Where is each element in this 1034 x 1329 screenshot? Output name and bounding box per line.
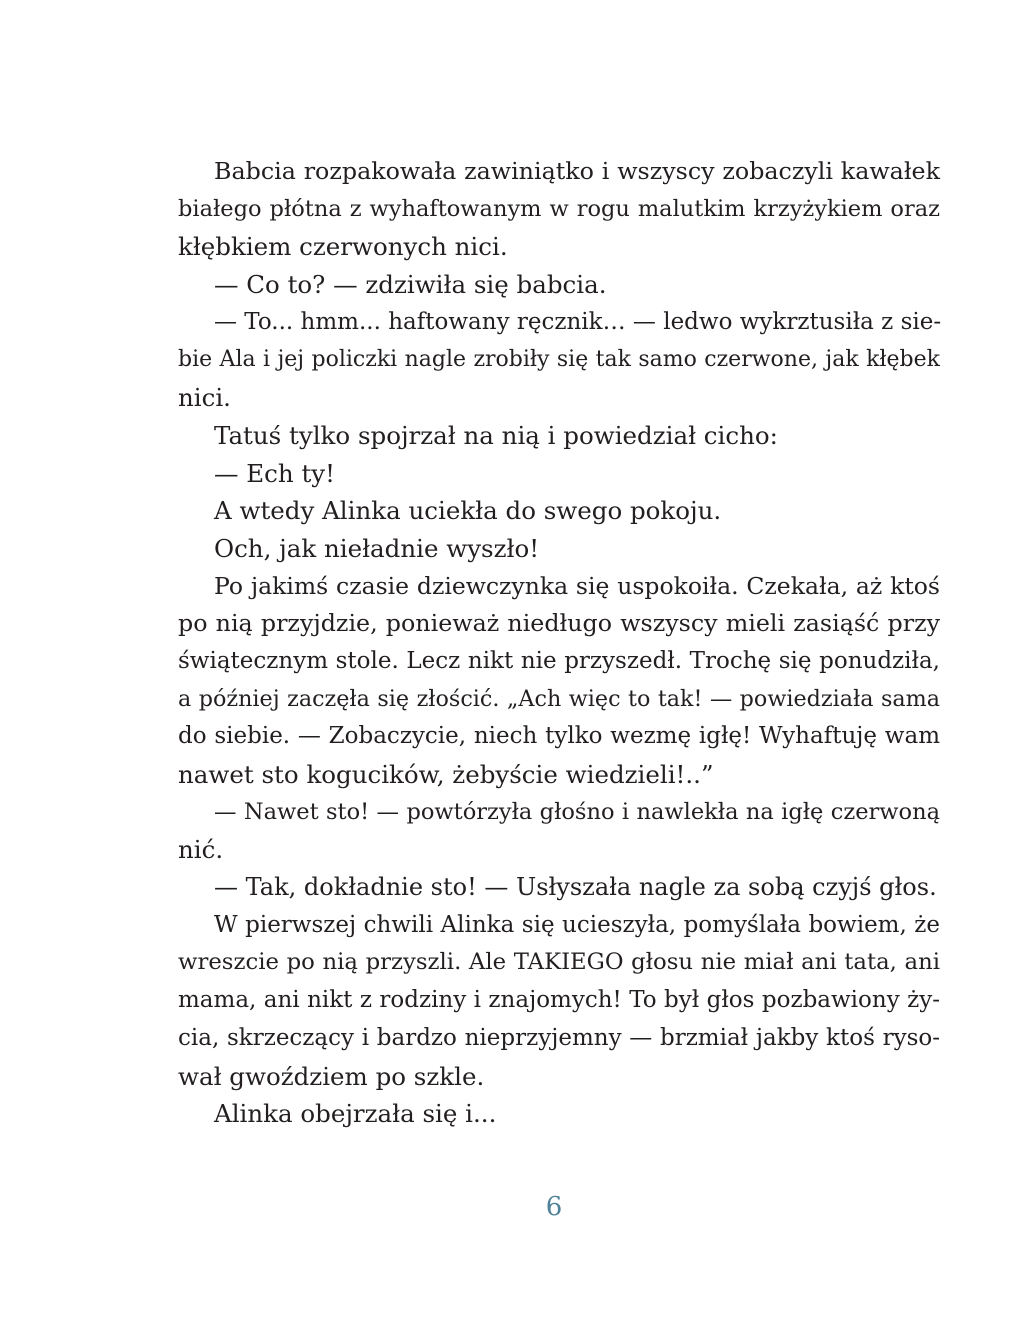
text-line: białego płótna z wyhaftowanym w rogu malutkim krzyżykiem oraz — [178, 195, 940, 222]
text-line: — Ech ty! — [214, 458, 335, 488]
text-line: świątecznym stole. Lecz nikt nie przyszedł. Trochę się ponudziła, — [178, 647, 940, 674]
text-line: bie Ala i jej policzki nagle zrobiły się tak samo czerwone, jak kłębek — [178, 347, 940, 373]
text-line: Tatuś tylko spojrzał na nią i powiedział cicho: — [214, 420, 778, 450]
text-line: — Co to? — zdziwiła się babcia. — [214, 270, 607, 300]
text-line: — To... hmm... haftowany ręcznik… — ledwo wykrztusiła z sie- — [214, 308, 942, 335]
text-line: Po jakimś czasie dziewczynka się uspokoiła. Czekała, aż ktoś — [214, 571, 940, 600]
page-number: 6 — [545, 1192, 563, 1222]
text-line: — Nawet sto! — powtórzyła głośno i nawlekła na igłę czerwoną — [214, 798, 940, 825]
text-line: do siebie. — Zobaczycie, niech tylko wezmę igłę! Wyhaftuję wam — [178, 723, 940, 750]
text-line: mama, ani nikt z rodziny i znajomych! To był głos pozbawiony ży- — [178, 987, 940, 1014]
body-text — [178, 153, 940, 1133]
text-line: Och, jak nieładnie wyszło! — [214, 533, 540, 563]
text-line: cia, skrzeczący i bardzo nieprzyjemny — brzmiał jakby ktoś ryso- — [178, 1024, 940, 1051]
text-line: wał gwoździem po szkle. — [178, 1061, 485, 1091]
text-line: a później zaczęła się złościć. „Ach więc to tak! — powiedziała sama — [178, 685, 940, 712]
text-line: Babcia rozpakowała zawiniątko i wszyscy zobaczyli kawałek — [214, 157, 940, 185]
text-line: A wtedy Alinka uciekła do swego pokoju. — [214, 496, 722, 526]
text-line: W pierwszej chwili Alinka się ucieszyła, pomyślała bowiem, że — [214, 911, 940, 938]
text-line: Alinka obejrzała się i... — [214, 1099, 497, 1129]
text-line: — Tak, dokładnie sto! — Usłyszała nagle za sobą czyjś głos. — [214, 873, 937, 902]
text-line: nawet sto kogucików, żebyście wiedzieli!..” — [178, 760, 714, 789]
text-line: nić. — [178, 835, 224, 865]
text-line: po nią przyjdzie, ponieważ niedługo wszyscy mieli zasiąść przy — [178, 609, 940, 638]
text-line: wreszcie po nią przyszli. Ale TAKIEGO głosu nie miał ani tata, ani — [178, 949, 940, 976]
text-line: nici. — [178, 383, 231, 413]
text-line: kłębkiem czerwonych nici. — [178, 232, 508, 262]
